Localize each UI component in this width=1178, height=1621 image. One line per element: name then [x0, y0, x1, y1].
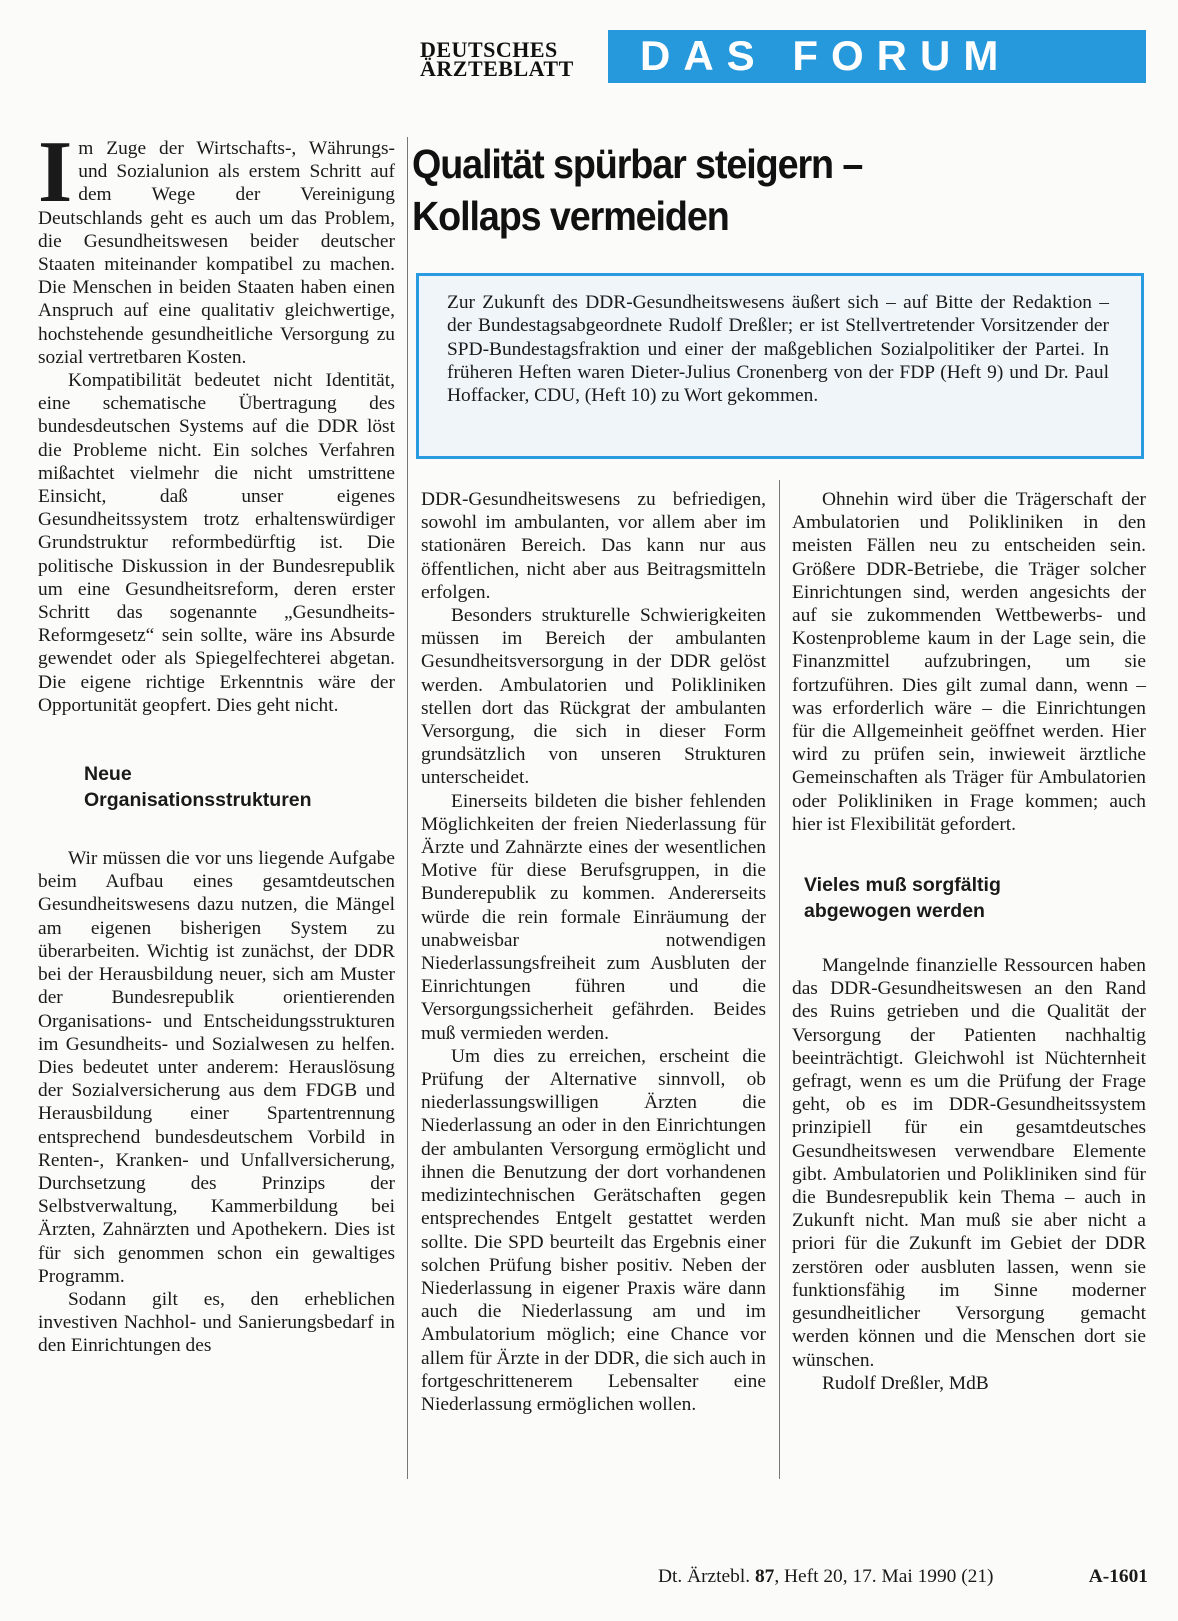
drop-cap: I	[38, 124, 73, 221]
masthead-line2: ÄRZTEBLATT	[420, 56, 574, 81]
footer-journal: Dt. Ärztebl.	[658, 1566, 751, 1587]
subheading-2	[804, 872, 1146, 924]
article-title-line2: Kollaps vermeiden	[412, 193, 729, 239]
paragraph: Kompatibilität bedeutet nicht Identität, eine schematische Übertragung des bundesdeutschen Systems auf die DDR löst die Probleme nicht. Ein solches Verfahren mißachtet vielmehr die nicht umstrittene Einsicht, daß unser eigenes Gesundheitssystem trotz erhaltenswürdiger Grundstruktur reformbedürftig ist. Die politische Diskussion in der Bundesrepublik um eine Gesundheitsreform, deren erster Schritt das sogenannte „Gesundheits-Reformgesetz“ sein sollte, wäre ins Absurde gewendet oder als Spiegelfechterei abgetan. Die eigene richtige Erkenntnis wäre der Opportunität geopfert. Dies geht nicht.	[38, 370, 395, 716]
paragraph: Besonders strukturelle Schwierigkeiten müssen im Bereich der ambulanten Gesundheitsversorgung in der DDR gelöst werden. Ambulatorien und Polikliniken stellen dort das Rückgrat der ambulanten Versorgung, die sich in dieser Form grundsätzlich von unseren Strukturen unterscheidet.	[421, 605, 766, 789]
column-divider-1	[407, 137, 408, 1479]
paragraph: Wir müssen die vor uns liegende Aufgabe beim Aufbau eines gesamtdeutschen Gesundheitswesens dazu nutzen, die Mängel am eigenen bisherigen System zu überarbeiten. Wichtig ist zunächst, der DDR bei der Herausbildung neuer, sich am Muster der Bundesrepublik orientierenden Organisations- und Entscheidungsstrukturen im Gesundheits- und Sozialwesen zu helfen. Dies bedeutet unter anderem: Herauslösung der Sozialversicherung aus dem FDGB und Herausbildung einer Spartentrennung entsprechend bundesdeutschem Vorbild in Renten-, Kranken- und Unfallversicherung, Durchsetzung des Prinzips der Selbstverwaltung, Kammerbildung bei Ärzten, Zahnärzten und Apothekern. Dies ist für sich genommen schon ein gewaltiges Programm.	[38, 848, 395, 1287]
article-title	[412, 138, 1093, 242]
column-1	[38, 124, 395, 1358]
subheading-line: Neue	[84, 763, 132, 786]
intro-text: Zur Zukunft des DDR-Gesundheitswesens äußert sich – auf Bitte der Redaktion – der Bundestagsabgeordnete Rudolf Dreßler; er ist Stellvertretender Vorsitzender der SPD-Bundestagsfraktion und einer der maßgeblichen Sozialpolitiker der Partei. In früheren Heften waren Dieter-Julius Cronenberg von der FDP (Heft 9) und Dr. Paul Hoffacker, CDU, (Heft 10) zu Wort gekommen.	[447, 292, 1109, 407]
paragraph-text: m Zuge der Wirtschafts-, Währungs- und Sozialunion als erstem Schritt auf dem Wege der Vereinigung Deutschlands geht es auch um das Problem, die Gesundheitswesen beider deutscher Staaten miteinander kompatibel zu machen. Die Menschen in beiden Staaten haben einen Anspruch auf eine qualitativ gleichwertige, hochstehende gesundheitliche Versorgung zu sozial vertretbaren Kosten.	[38, 138, 395, 368]
journal-masthead	[420, 33, 602, 83]
intro-box	[416, 273, 1144, 459]
page-number: A-1601	[1088, 1566, 1148, 1587]
section-banner	[608, 30, 1146, 83]
paragraph: Um dies zu erreichen, erscheint die Prüfung der Alternative sinnvoll, ob niederlassungswilligen Ärzten die Niederlassung an oder in den Einrichtungen der ambulanten Versorgung ermöglicht und ihnen die Benutzung der dort vorhandenen medizintechnischen Gerätschaften gegen entsprechendes Entgelt gestattet werden sollte. Die SPD beurteilt das Ergebnis einer solchen Prüfung bisher positiv. Neben der Niederlassung in eigener Praxis wäre dann auch die Niederlassung am und im Ambulatorium möglich; eine Chance vor allem für Ärzte in der DDR, die sich auch in fortgeschrittenerem Lebensalter eine Niederlassung ermöglichen wollen.	[421, 1045, 766, 1415]
author-signature: Rudolf Dreßler, MdB	[822, 1372, 989, 1394]
paragraph: Einerseits bildeten die bisher fehlenden Möglichkeiten der freien Niederlassung für Ärzte und Zahnärzte eines der wesentlichen Motive für diese Berufsgruppen, in die Bunderepublik zu kommen. Andererseits würde die rein formale Einräumung der unabweisbar notwendigen Niederlassungsfreiheit zum Ausbluten der Einrichtungen führen und die Versorgungssicherheit gefährden. Beides muß vermieden werden.	[421, 790, 766, 1044]
page-footer	[658, 1566, 1148, 1588]
footer-volume: 87	[754, 1566, 775, 1587]
subheading-line: abgewogen werden	[804, 900, 985, 923]
column-2	[421, 488, 766, 1416]
paragraph: Ohnehin wird über die Trägerschaft der Ambulatorien und Polikliniken in den meisten Fällen neu zu entscheiden sein. Größere DDR-Betriebe, die Träger solcher Einrichtungen sind, werden angesichts der auf sie zukommenden Wettbewerbs- und Kostenprobleme kaum in der Lage sein, die Finanzmittel aufzubringen, um sie fortzuführen. Dies gilt zumal dann, wenn – was erforderlich wäre – die Einrichtungen für die Allgemeinheit geöffnet werden. Hier wird zu prüfen sein, inwieweit ärztliche Gemeinschaften als Träger für Ambulatorien oder Polikliniken in Frage kommen; auch hier ist Flexibilität gefordert.	[792, 489, 1146, 835]
section-banner-label: DAS FORUM	[640, 32, 1012, 79]
column-divider-2	[779, 480, 780, 1479]
paragraph: Sodann gilt es, den erheblichen investiven Nachhol- und Sanierungsbedarf in den Einrichtungen des	[38, 1288, 395, 1357]
subheading-1	[84, 761, 395, 813]
paragraph	[38, 124, 395, 369]
paragraph: Mangelnde finanzielle Ressourcen haben das DDR-Gesundheitswesen an den Rand des Ruins getrieben und die Qualität der Versorgung der Patienten nachhaltig beeinträchtigt. Gleichwohl ist Nüchternheit gefragt, wenn es um die Prüfung der Frage geht, ob es im DDR-Gesundheitssystem prinzipiell für ein gesamtdeutsches Gesundheitswesen verwendbare Elemente gibt. Ambulatorien und Polikliniken sind für die Bundesrepublik kein Thema – auch in Zukunft nicht. Man muß sie aber nicht a priori für die Zukunft im Gebiet der DDR zerstören oder ausbluten lassen, wenn sie funktionsfähig im Sinne moderner gesundheitlicher Versorgung gemacht werden können und die Menschen dort sie wünschen.	[792, 955, 1146, 1371]
paragraph: DDR-Gesundheitswesens zu befriedigen, sowohl im ambulanten, vor allem aber im stationären Bereich. Das kann nur aus öffentlichen, nicht aber aus Beitragsmitteln erfolgen.	[421, 489, 766, 603]
subheading-line: Organisationsstrukturen	[84, 789, 312, 812]
article-title-line1: Qualität spürbar steigern –	[412, 141, 863, 187]
subheading-line: Vieles muß sorgfältig	[804, 874, 1001, 897]
column-3	[792, 488, 1146, 1395]
footer-issue: , Heft 20, 17. Mai 1990 (21)	[774, 1566, 994, 1587]
masthead-line1: DEUTSCHES	[420, 37, 558, 62]
